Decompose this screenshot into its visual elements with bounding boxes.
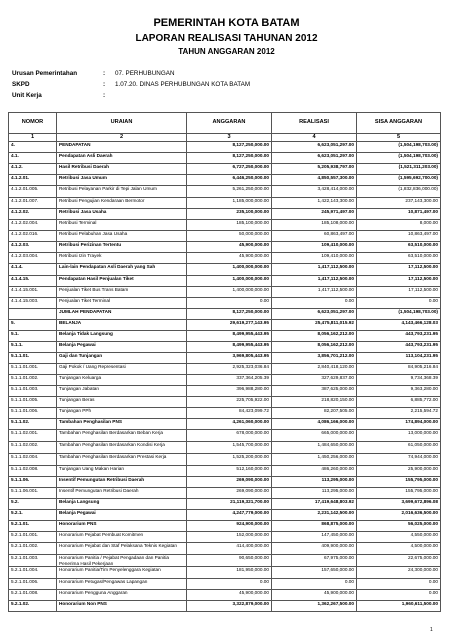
- row-anggaran: 3,322,879,000.00: [187, 601, 272, 612]
- row-nomor: 5.2.1.02.: [9, 601, 57, 612]
- row-anggaran: 8,127,250,000.00: [187, 142, 272, 153]
- row-anggaran: 181,950,000.00: [187, 567, 272, 579]
- row-sisa: 13,000,000.00: [357, 430, 441, 442]
- row-nomor: 4.1.: [9, 153, 57, 164]
- row-uraian: BELANJA: [57, 320, 187, 331]
- row-nomor: 5.2.1.: [9, 510, 57, 521]
- row-realisasi: 868,875,000.00: [272, 521, 357, 532]
- row-uraian: Tambahan Penghasilan Berdasarkan Prestasi Kerja: [57, 454, 187, 466]
- table-row: [9, 309, 441, 320]
- row-nomor: 4.: [9, 142, 57, 153]
- table-row: [9, 353, 441, 364]
- row-sisa: 56,025,000.00: [357, 521, 441, 532]
- row-realisasi: 0.00: [272, 579, 357, 590]
- table-row: [9, 320, 441, 331]
- row-realisasi: 6,623,051,297.00: [272, 142, 357, 153]
- meta-label: SKPD: [12, 81, 30, 88]
- row-uraian: Honorarium Non PNS: [57, 601, 187, 612]
- row-sisa: 237,143,300.00: [357, 198, 441, 209]
- row-realisasi: 67,975,000.00: [272, 555, 357, 567]
- table-row: [9, 601, 441, 612]
- col-number: 2: [57, 134, 187, 142]
- row-anggaran: 45,900,000.00: [187, 253, 272, 264]
- table-row: [9, 442, 441, 454]
- realization-table: [8, 112, 441, 612]
- table-row: [9, 430, 441, 442]
- row-sisa: 1,960,611,500.00: [357, 601, 441, 612]
- row-anggaran: 1,400,000,000.00: [187, 287, 272, 298]
- table-row: [9, 579, 441, 590]
- row-realisasi: 45,900,000.00: [272, 590, 357, 601]
- row-uraian: Tambahan Penghasilan PNS: [57, 419, 187, 430]
- row-nomor: 4.1.4.15.001.: [9, 287, 57, 298]
- row-uraian: Tunjangan Beras: [57, 397, 187, 408]
- row-nomor: 4.1.2.02.016.: [9, 231, 57, 242]
- row-nomor: 5.1.1.02.: [9, 419, 57, 430]
- row-sisa: 74,944,000.00: [357, 454, 441, 466]
- row-anggaran: 45,900,000.00: [187, 242, 272, 253]
- row-anggaran: 8,499,955,443.95: [187, 342, 272, 353]
- table-row: [9, 386, 441, 397]
- table-row: [9, 253, 441, 264]
- row-uraian: Honorarium PNS: [57, 521, 187, 532]
- col-header-realisasi: REALISASI: [272, 113, 357, 134]
- row-sisa: 0.00: [357, 298, 441, 309]
- row-sisa: 3,699,672,896.08: [357, 499, 441, 510]
- row-nomor: 5.1.1.02.002.: [9, 442, 57, 454]
- row-uraian: Pendapatan Hasil Penjualan Tiket: [57, 276, 187, 287]
- table-row: [9, 454, 441, 466]
- row-realisasi: 1,484,650,000.00: [272, 442, 357, 454]
- row-anggaran: 2,925,323,036.84: [187, 364, 272, 375]
- table-row: [9, 287, 441, 298]
- row-sisa: 17,112,500.00: [357, 287, 441, 298]
- row-uraian: Insentif Pemungutan Retribusi Daerah: [57, 477, 187, 488]
- row-sisa: 443,793,231.95: [357, 342, 441, 353]
- row-uraian: Belanja Tidak Langsung: [57, 331, 187, 342]
- row-realisasi: 4,086,166,000.00: [272, 419, 357, 430]
- row-realisasi: 8,056,162,212.00: [272, 342, 357, 353]
- row-anggaran: 269,090,000.00: [187, 477, 272, 488]
- row-nomor: 5.2.1.01.004.: [9, 567, 57, 579]
- row-nomor: 5.2.1.01.: [9, 521, 57, 532]
- page-number: 1: [430, 627, 433, 633]
- row-uraian: Retribusi Pelabuhan Jasa Usaha: [57, 231, 187, 242]
- row-realisasi: 60,863,497.00: [272, 231, 357, 242]
- row-anggaran: 678,000,000.00: [187, 430, 272, 442]
- col-number: 5: [357, 134, 441, 142]
- table-row: [9, 466, 441, 477]
- row-nomor: 4.1.2.: [9, 164, 57, 175]
- row-sisa: 17,112,500.00: [357, 276, 441, 287]
- row-nomor: 4.1.2.01.005.: [9, 186, 57, 198]
- row-sisa: 10,871,497.00: [357, 209, 441, 220]
- row-nomor: 5.2.: [9, 499, 57, 510]
- table-row: [9, 331, 441, 342]
- row-realisasi: 3,856,701,212.00: [272, 353, 357, 364]
- row-uraian: Tunjangan Jabatan: [57, 386, 187, 397]
- row-sisa: (1,832,836,000.00): [357, 186, 441, 198]
- table-row: [9, 521, 441, 532]
- row-uraian: Retribusi Izin Trayek: [57, 253, 187, 264]
- row-anggaran: 45,900,000.00: [187, 590, 272, 601]
- row-realisasi: 1,417,112,500.00: [272, 287, 357, 298]
- table-row: [9, 555, 441, 567]
- table-row: [9, 477, 441, 488]
- row-uraian: Tunjangan Uang Makan Harian: [57, 466, 187, 477]
- table-row: [9, 397, 441, 408]
- row-sisa: 17,112,500.00: [357, 264, 441, 276]
- table-row: [9, 220, 441, 231]
- report-title: PEMERINTAH KOTA BATAM: [153, 17, 300, 29]
- row-anggaran: 1,525,200,000.00: [187, 454, 272, 466]
- row-realisasi: 387,625,000.00: [272, 386, 357, 397]
- row-sisa: 155,795,000.00: [357, 488, 441, 499]
- row-anggaran: 0.00: [187, 579, 272, 590]
- row-anggaran: 4,261,060,000.00: [187, 419, 272, 430]
- table-row: [9, 375, 441, 386]
- row-nomor: 5.1.1.01.006.: [9, 408, 57, 419]
- row-uraian: Honorarium Panitia/Tim Penyelenggara Kegiatan: [57, 567, 187, 579]
- row-nomor: 5.2.1.01.001.: [9, 532, 57, 543]
- row-uraian: Retribusi Jasa Umum: [57, 175, 187, 186]
- row-realisasi: 327,629,837.00: [272, 375, 357, 386]
- row-anggaran: 337,364,205.39: [187, 375, 272, 386]
- row-anggaran: 0.00: [187, 298, 272, 309]
- row-uraian: Tambahan Penghasilan Berdasarkan Kondisi Kerja: [57, 442, 187, 454]
- fiscal-year: TAHUN ANGGARAN 2012: [178, 47, 275, 56]
- row-anggaran: 6,727,250,000.00: [187, 164, 272, 175]
- row-nomor: 4.1.4.: [9, 264, 57, 276]
- row-uraian: Retribusi Terminal: [57, 220, 187, 231]
- row-uraian: Retribusi Perizinan Tertentu: [57, 242, 187, 253]
- row-uraian: JUMLAH PENDAPATAN: [57, 309, 187, 320]
- table-row: [9, 567, 441, 579]
- row-sisa: 155,795,000.00: [357, 477, 441, 488]
- row-nomor: 5.2.1.01.008.: [9, 590, 57, 601]
- row-realisasi: 1,417,112,500.00: [272, 276, 357, 287]
- table-row: [9, 499, 441, 510]
- row-nomor: 5.1.1.01.: [9, 353, 57, 364]
- row-nomor: 5.1.1.01.001.: [9, 364, 57, 375]
- row-nomor: 5.1.1.06.001.: [9, 488, 57, 499]
- row-realisasi: 1,362,267,500.00: [272, 601, 357, 612]
- row-nomor: 4.1.2.03.004.: [9, 253, 57, 264]
- row-realisasi: 1,450,256,000.00: [272, 454, 357, 466]
- row-anggaran: 8,499,955,443.95: [187, 331, 272, 342]
- row-sisa: 4,143,466,128.03: [357, 320, 441, 331]
- row-sisa: 0.00: [357, 579, 441, 590]
- row-realisasi: 1,422,143,300.00: [272, 198, 357, 209]
- row-uraian: PENDAPATAN: [57, 142, 187, 153]
- row-realisasi: 185,108,000.00: [272, 220, 357, 231]
- row-anggaran: 1,185,000,000.00: [187, 198, 272, 209]
- row-anggaran: 152,000,000.00: [187, 532, 272, 543]
- meta-colon: :: [103, 70, 106, 77]
- meta-label: Urusan Pemerintahan: [12, 70, 78, 77]
- row-sisa: 25,900,000.00: [357, 466, 441, 477]
- row-nomor: 5.1.1.: [9, 342, 57, 353]
- row-realisasi: 109,410,000.00: [272, 253, 357, 264]
- row-uraian: Lain-lain Pendapatan Asli Daerah yang Sah: [57, 264, 187, 276]
- row-uraian: Penjualan Tiket Terminal: [57, 298, 187, 309]
- row-realisasi: 4,850,557,300.00: [272, 175, 357, 186]
- row-sisa: 443,793,231.95: [357, 331, 441, 342]
- col-header-sisa-anggaran: SISA ANGGARAN: [357, 113, 441, 134]
- row-sisa: 2,016,636,500.00: [357, 510, 441, 521]
- row-sisa: 63,510,000.00: [357, 253, 441, 264]
- row-sisa: 4,500,000.00: [357, 543, 441, 555]
- table-row: [9, 264, 441, 276]
- column-number-row: [9, 134, 441, 142]
- row-sisa: (1,504,198,703.00): [357, 309, 441, 320]
- row-anggaran: 1,400,000,000.00: [187, 276, 272, 287]
- row-realisasi: 17,419,648,803.92: [272, 499, 357, 510]
- table-row: [9, 543, 441, 555]
- row-sisa: 24,300,000.00: [357, 567, 441, 579]
- row-uraian: Honorarium Pengguna Anggaran: [57, 590, 187, 601]
- row-realisasi: 157,650,000.00: [272, 567, 357, 579]
- row-sisa: 113,104,231.95: [357, 353, 441, 364]
- row-realisasi: 6,623,051,297.00: [272, 153, 357, 164]
- table-row: [9, 342, 441, 353]
- row-anggaran: 29,619,277,143.95: [187, 320, 272, 331]
- row-nomor: [9, 309, 57, 320]
- row-anggaran: 8,127,250,000.00: [187, 309, 272, 320]
- row-uraian: Penjualan Tiket Bus Trans Batam: [57, 287, 187, 298]
- row-anggaran: 235,100,000.00: [187, 209, 272, 220]
- row-nomor: 4.1.2.03.: [9, 242, 57, 253]
- row-uraian: Belanja Pegawai: [57, 342, 187, 353]
- row-realisasi: 5,205,938,797.00: [272, 164, 357, 175]
- row-uraian: Retribusi Pelayanan Parkir di Tepi Jalan Umum: [57, 186, 187, 198]
- row-anggaran: 4,247,779,000.00: [187, 510, 272, 521]
- col-header-nomor: NOMOR: [9, 113, 57, 134]
- row-sisa: 9,734,368.39: [357, 375, 441, 386]
- row-nomor: 5.2.1.01.006.: [9, 579, 57, 590]
- row-uraian: Tambahan Penghasilan Berdasarkan Beban Kerja: [57, 430, 187, 442]
- row-sisa: (1,595,692,700.00): [357, 175, 441, 186]
- row-realisasi: 1,417,112,500.00: [272, 264, 357, 276]
- row-anggaran: 84,423,099.72: [187, 408, 272, 419]
- meta-value: 07. PERHUBUNGAN: [115, 70, 175, 77]
- row-realisasi: 147,450,000.00: [272, 532, 357, 543]
- row-anggaran: 90,650,000.00: [187, 555, 272, 567]
- row-nomor: 5.1.1.01.005.: [9, 397, 57, 408]
- table-header-row: [9, 113, 441, 134]
- row-sisa: 9,363,280.00: [357, 386, 441, 397]
- row-realisasi: 113,295,000.00: [272, 488, 357, 499]
- row-sisa: 2,215,594.72: [357, 408, 441, 419]
- row-sisa: 6,885,772.00: [357, 397, 441, 408]
- row-anggaran: 1,545,700,000.00: [187, 442, 272, 454]
- row-uraian: Retribusi Jasa Usaha: [57, 209, 187, 220]
- row-anggaran: 50,000,000.00: [187, 231, 272, 242]
- row-anggaran: 512,160,000.00: [187, 466, 272, 477]
- row-realisasi: 25,475,811,015.92: [272, 320, 357, 331]
- table-row: [9, 186, 441, 198]
- table-row: [9, 488, 441, 499]
- row-sisa: (1,504,198,703.00): [357, 142, 441, 153]
- table-row: [9, 419, 441, 430]
- row-sisa: 61,050,000.00: [357, 442, 441, 454]
- row-sisa: 22,675,000.00: [357, 555, 441, 567]
- row-realisasi: 113,295,000.00: [272, 477, 357, 488]
- row-sisa: 0.00: [357, 590, 441, 601]
- col-number: 1: [9, 134, 57, 142]
- row-uraian: Hasil Retribusi Daerah: [57, 164, 187, 175]
- row-realisasi: 82,207,505.00: [272, 408, 357, 419]
- row-sisa: (1,504,198,703.00): [357, 153, 441, 164]
- row-uraian: Retribusi Pengujian Kendaraan Bermotor: [57, 198, 187, 209]
- row-realisasi: 409,900,000.00: [272, 543, 357, 555]
- meta-label: Unit Kerja: [12, 92, 42, 99]
- row-nomor: 4.1.4.15.003.: [9, 298, 57, 309]
- row-anggaran: 396,988,280.00: [187, 386, 272, 397]
- table-row: [9, 590, 441, 601]
- meta-value: 1.07.20. DINAS PERHUBUNGAN KOTA BATAM: [115, 81, 251, 88]
- row-realisasi: 2,231,142,500.00: [272, 510, 357, 521]
- row-realisasi: 0.00: [272, 298, 357, 309]
- meta-colon: :: [103, 81, 106, 88]
- row-nomor: 4.1.2.02.004.: [9, 220, 57, 231]
- row-anggaran: 8,127,250,000.00: [187, 153, 272, 164]
- row-anggaran: 269,090,000.00: [187, 488, 272, 499]
- row-realisasi: 3,428,414,000.00: [272, 186, 357, 198]
- row-uraian: Tunjangan Keluarga: [57, 375, 187, 386]
- row-nomor: 5.2.1.01.003.: [9, 555, 57, 567]
- row-uraian: Honorarium Pejabat Pembuat Komitmen: [57, 532, 187, 543]
- row-realisasi: 245,971,497.00: [272, 209, 357, 220]
- table-row: [9, 164, 441, 175]
- row-anggaran: 21,119,321,700.00: [187, 499, 272, 510]
- row-sisa: 10,863,497.00: [357, 231, 441, 242]
- row-nomor: 5.2.1.01.002.: [9, 543, 57, 555]
- row-nomor: 5.: [9, 320, 57, 331]
- row-sisa: 84,905,216.84: [357, 364, 441, 375]
- row-uraian: Tunjangan PPh: [57, 408, 187, 419]
- table-row: [9, 153, 441, 164]
- col-number: 4: [272, 134, 357, 142]
- row-realisasi: 486,260,000.00: [272, 466, 357, 477]
- table-row: [9, 532, 441, 543]
- col-number: 3: [187, 134, 272, 142]
- row-nomor: 4.1.2.02.: [9, 209, 57, 220]
- row-uraian: Belanja Pegawai: [57, 510, 187, 521]
- row-anggaran: 1,400,000,000.00: [187, 264, 272, 276]
- row-realisasi: 6,623,051,297.00: [272, 309, 357, 320]
- row-sisa: 4,550,000.00: [357, 532, 441, 543]
- row-realisasi: 665,000,000.00: [272, 430, 357, 442]
- row-nomor: 5.1.1.01.003.: [9, 386, 57, 397]
- row-uraian: Pendapatan Asli Daerah: [57, 153, 187, 164]
- table-row: [9, 242, 441, 253]
- row-uraian: Gaji Pokok / Uang Representasi: [57, 364, 187, 375]
- row-nomor: 5.1.1.01.002.: [9, 375, 57, 386]
- row-uraian: Insentif Pemungutan Retribusi Daerah: [57, 488, 187, 499]
- row-nomor: 5.1.: [9, 331, 57, 342]
- row-nomor: 4.1.4.15.: [9, 276, 57, 287]
- row-anggaran: 6,446,250,000.00: [187, 175, 272, 186]
- table-row: [9, 298, 441, 309]
- table-row: [9, 408, 441, 419]
- table-row: [9, 231, 441, 242]
- row-nomor: 4.1.2.01.007.: [9, 198, 57, 209]
- row-nomor: 5.1.1.02.008.: [9, 466, 57, 477]
- row-nomor: 5.1.1.02.004.: [9, 454, 57, 466]
- table-row: [9, 364, 441, 375]
- row-realisasi: 2,840,418,120.00: [272, 364, 357, 375]
- row-realisasi: 8,056,162,212.00: [272, 331, 357, 342]
- row-sisa: (1,521,311,203.00): [357, 164, 441, 175]
- table-row: [9, 209, 441, 220]
- row-uraian: Honorarium Panitia / Pejabat Pengadaan dan Panitia Penerima Hasil Pekerjaan: [57, 555, 187, 567]
- table-row: [9, 175, 441, 186]
- row-uraian: Honorarium Pejabat dan Staf Pelaksana Teknis Kegiatan: [57, 543, 187, 555]
- row-nomor: 5.1.1.02.001.: [9, 430, 57, 442]
- row-sisa: 63,510,000.00: [357, 242, 441, 253]
- table-row: [9, 276, 441, 287]
- row-anggaran: 225,705,922.00: [187, 397, 272, 408]
- table-body: [9, 142, 441, 612]
- row-uraian: Belanja Langsung: [57, 499, 187, 510]
- row-anggaran: 414,400,000.00: [187, 543, 272, 555]
- table-row: [9, 510, 441, 521]
- row-anggaran: 924,900,000.00: [187, 521, 272, 532]
- report-subtitle: LAPORAN REALISASI TAHUNAN 2012: [135, 33, 318, 44]
- row-anggaran: 5,261,250,000.00: [187, 186, 272, 198]
- row-nomor: 4.1.2.01.: [9, 175, 57, 186]
- row-nomor: 5.1.1.06.: [9, 477, 57, 488]
- row-anggaran: 3,969,805,443.95: [187, 353, 272, 364]
- row-sisa: 8,000.00: [357, 220, 441, 231]
- table-row: [9, 142, 441, 153]
- row-uraian: Gaji dan Tunjangan: [57, 353, 187, 364]
- meta-colon: :: [103, 92, 106, 99]
- row-uraian: Honorarium Petugas/Pengawas Lapangan: [57, 579, 187, 590]
- row-sisa: 174,894,000.00: [357, 419, 441, 430]
- table-row: [9, 198, 441, 209]
- row-anggaran: 185,100,000.00: [187, 220, 272, 231]
- col-header-anggaran: ANGGARAN: [187, 113, 272, 134]
- row-realisasi: 109,410,000.00: [272, 242, 357, 253]
- row-realisasi: 218,820,150.00: [272, 397, 357, 408]
- col-header-uraian: URAIAN: [57, 113, 187, 134]
